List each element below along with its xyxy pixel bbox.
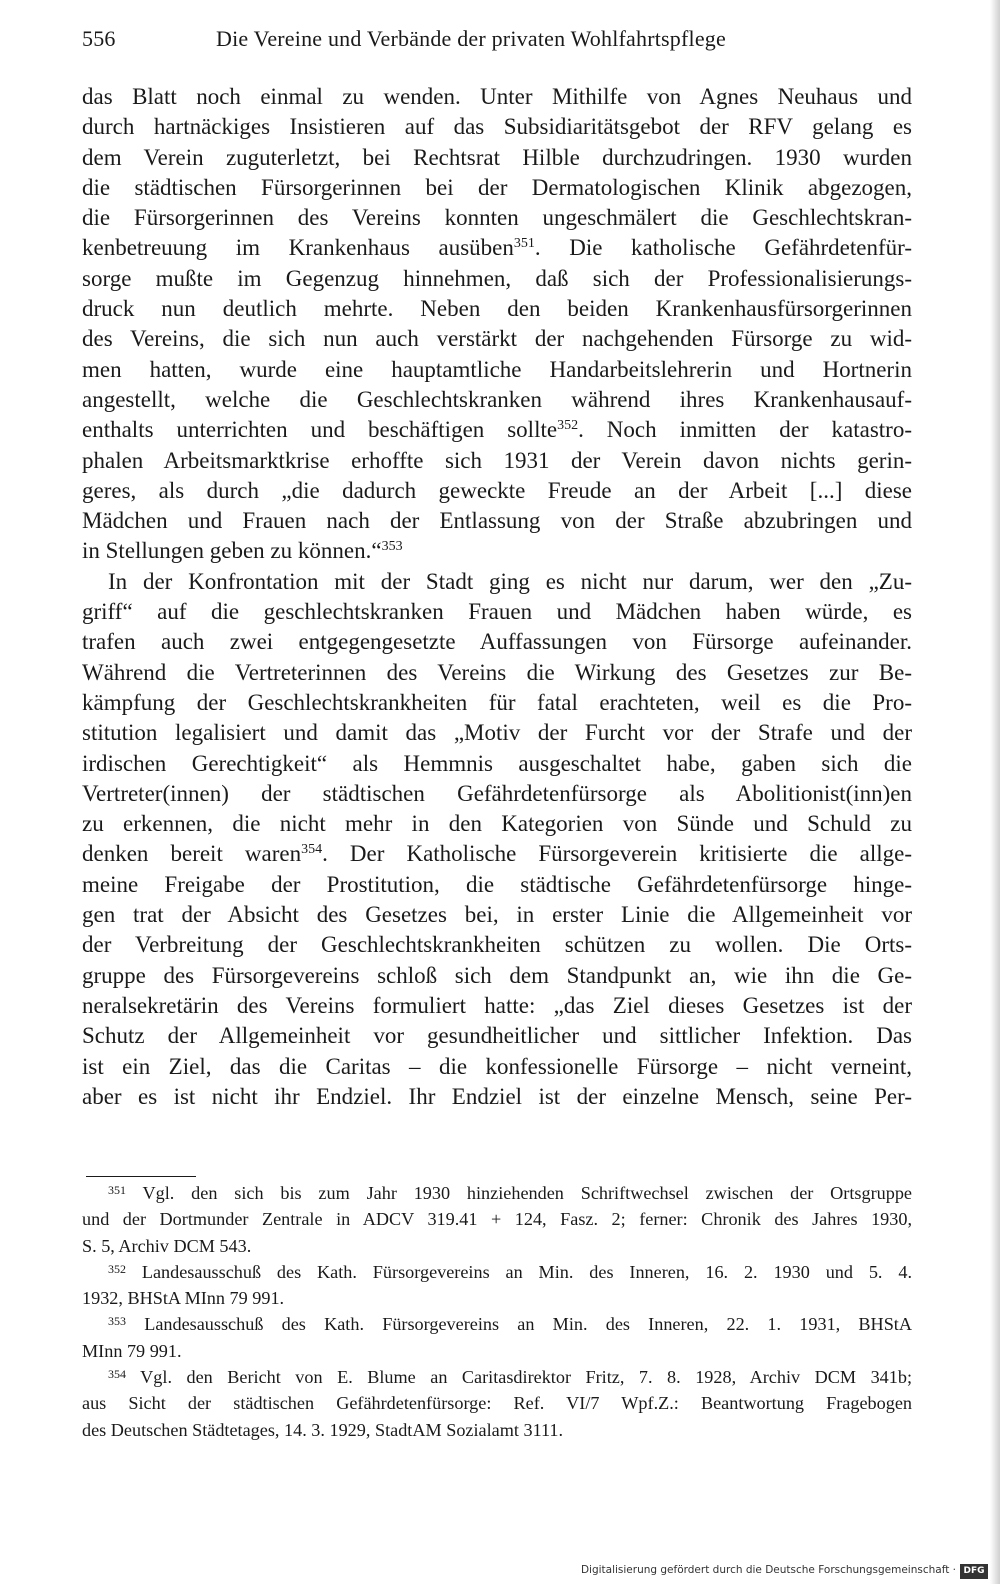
- text-line: [82, 839, 912, 869]
- text-line: [82, 597, 912, 627]
- text-line: [82, 82, 912, 112]
- body-text: [82, 82, 912, 1112]
- footnote-number: 354: [108, 1367, 126, 1382]
- footnote-reference: 354: [301, 842, 323, 858]
- page-edge-shadow: [990, 0, 1000, 1584]
- text-line-content: Schutz der Allgemeinheit vor gesundheitlicher und sittlicher Infektion. Das: [82, 1023, 912, 1049]
- text-line: [82, 355, 912, 385]
- text-line-content: die Fürsorgerinnen des Vereins konnten ungeschmälert die Geschlechtskran-: [82, 205, 912, 231]
- footnote-line: [82, 1311, 912, 1337]
- text-line-content: druck nun deutlich mehrte. Neben den beiden Krankenhausfürsorgerinnen: [82, 296, 912, 322]
- text-line: [82, 143, 912, 173]
- footnotes: [82, 1180, 912, 1443]
- text-line-content: dem Verein zuguterletzt, bei Rechtsrat Hilble durchzudringen. 1930 wurden: [82, 144, 912, 170]
- footnote-line: [82, 1417, 912, 1443]
- text-line-content: kenbetreuung im Krankenhaus ausüben: [82, 235, 514, 261]
- footnote-line: [82, 1364, 912, 1390]
- text-line-content: der Verbreitung der Geschlechtskrankheiten schützen zu wollen. Die Orts-: [82, 932, 912, 958]
- text-line-content: men hatten, wurde eine hauptamtliche Handarbeitslehrerin und Hortnerin: [82, 356, 912, 382]
- footnote-line: [82, 1206, 912, 1232]
- text-line-content: das Blatt noch einmal zu wenden. Unter Mithilfe von Agnes Neuhaus und: [82, 84, 912, 109]
- footnote-text: 1932, BHStA MInn 79 991.: [82, 1288, 285, 1309]
- text-line: [82, 415, 912, 445]
- text-line: [82, 1082, 912, 1112]
- text-line-content: stitution legalisiert und damit das „Motiv der Furcht vor der Strafe und der: [82, 720, 912, 746]
- text-line-content: Während die Vertreterinnen des Vereins die Wirkung des Gesetzes zur Be-: [82, 659, 912, 685]
- text-line-content: des Vereins, die sich nun auch verstärkt der nachgehenden Fürsorge zu wid-: [82, 326, 912, 352]
- footnote-line: [82, 1285, 912, 1311]
- text-line: [82, 1021, 912, 1051]
- text-line-content: durch hartnäckiges Insistieren auf das Subsidiaritätsgebot der RFV gelang es: [82, 114, 912, 140]
- footnote-text: S. 5, Archiv DCM 543.: [82, 1235, 252, 1256]
- text-line: [82, 961, 912, 991]
- text-line-content: griff“ auf die geschlechtskranken Frauen und Mädchen haben würde, es: [82, 599, 912, 625]
- text-line: [82, 718, 912, 748]
- footnote-text: Landesausschuß des Kath. Fürsorgevereins an Min. des Inneren, 22. 1. 1931, BHStA: [126, 1314, 912, 1335]
- text-line: [82, 173, 912, 203]
- text-line: [82, 476, 912, 506]
- text-line-content: in Stellungen geben zu können.“: [82, 538, 382, 564]
- text-line: [82, 1052, 912, 1082]
- footnote-line: [82, 1259, 912, 1285]
- text-line: [82, 385, 912, 415]
- running-title: Die Vereine und Verbände der privaten Wohlfahrtspflege: [216, 26, 726, 51]
- footnote-number: 353: [108, 1314, 126, 1329]
- text-line: [82, 870, 912, 900]
- footnote-text: Vgl. den Bericht von E. Blume an Caritasdirektor Fritz, 7. 8. 1928, Archiv DCM 341b;: [126, 1367, 912, 1388]
- text-line-content: gruppe des Fürsorgevereins schloß sich dem Standpunkt an, wie ihn die Ge-: [82, 962, 912, 988]
- text-line: [82, 900, 912, 930]
- text-line-content: phalen Arbeitsmarktkrise erhoffte sich 1931 der Verein davon nichts gerin-: [82, 447, 912, 473]
- text-line-content: angestellt, welche die Geschlechtskranken während ihres Krankenhausauf-: [82, 386, 912, 412]
- text-line-content: In der Konfrontation mit der Stadt ging es nicht nur darum, wer den „Zu-: [108, 568, 912, 594]
- text-line: [82, 567, 912, 597]
- text-line-content: irdischen Gerechtigkeit“ als Hemmnis ausgeschaltet habe, gaben sich die: [82, 750, 912, 776]
- text-line-content: enthalts unterrichten und beschäftigen sollte: [82, 417, 558, 443]
- running-header: [82, 26, 912, 60]
- text-line: [82, 294, 912, 324]
- text-line-content: die städtischen Fürsorgerinnen bei der Dermatologischen Klinik abgezogen,: [82, 174, 912, 200]
- footnote-line: [82, 1338, 912, 1364]
- text-line-content: neralsekretärin des Vereins formuliert hatte: „das Ziel dieses Gesetzes ist der: [82, 992, 912, 1018]
- footnote-line: [82, 1233, 912, 1259]
- dfg-logo: DFG: [960, 1564, 988, 1579]
- text-line: [82, 203, 912, 233]
- text-line-content: zu erkennen, die nicht mehr in den Kategorien von Sünde und Schuld zu: [82, 811, 912, 837]
- text-line-continuation: . Noch inmitten der katastro-: [578, 417, 912, 443]
- text-line: [82, 627, 912, 657]
- text-line: [82, 506, 912, 536]
- text-line: [82, 809, 912, 839]
- text-line-content: sorge mußte im Gegenzug hinnehmen, daß sich der Professionalisierungs-: [82, 265, 912, 291]
- text-line: [82, 658, 912, 688]
- footnote-number: 352: [108, 1261, 126, 1276]
- footnote-reference: 352: [557, 418, 579, 434]
- footnote-reference: 351: [513, 236, 535, 252]
- text-line: [82, 324, 912, 354]
- text-line-continuation: . Die katholische Gefährdetenfür-: [534, 235, 913, 261]
- footnote-separator: [86, 1176, 196, 1177]
- text-line-content: trafen auch zwei entgegengesetzte Auffassungen von Fürsorge aufeinander.: [82, 629, 912, 655]
- text-line-content: kämpfung der Geschlechtskrankheiten für fatal erachteten, weil es die Pro-: [82, 689, 912, 715]
- text-line: [82, 688, 912, 718]
- text-line: [82, 779, 912, 809]
- text-line: [82, 264, 912, 294]
- page-number: 556: [82, 26, 116, 51]
- text-line-content: denken bereit waren: [82, 841, 302, 867]
- text-line-continuation: . Der Katholische Fürsorgeverein kritisierte die allge-: [322, 841, 912, 867]
- text-line-content: ist ein Ziel, das die Caritas – die konfessionelle Fürsorge – nicht verneint,: [82, 1053, 912, 1079]
- text-line: [82, 112, 912, 142]
- text-line-content: aber es ist nicht ihr Endziel. Ihr Endziel ist der einzelne Mensch, seine Per-: [82, 1083, 912, 1109]
- text-line: [82, 536, 912, 566]
- text-line-content: meine Freigabe der Prostitution, die städtische Gefährdetenfürsorge hinge-: [82, 871, 912, 897]
- text-line: [82, 991, 912, 1021]
- footnote-number: 351: [108, 1183, 126, 1197]
- digitization-credit: Digitalisierung gefördert durch die Deutsche Forschungsgemeinschaft ·: [580, 1564, 956, 1576]
- footnote-line: [82, 1390, 912, 1416]
- text-line: [82, 446, 912, 476]
- text-line: [82, 749, 912, 779]
- footnote-line: [82, 1180, 912, 1206]
- footnote-text: MInn 79 991.: [82, 1340, 182, 1361]
- footnote-text: aus Sicht der städtischen Gefährdetenfürsorge: Ref. VI/7 Wpf.Z.: Beantwortung Fragebogen: [82, 1393, 912, 1414]
- footnote-text: und der Dortmunder Zentrale in ADCV 319.41 + 124, Fasz. 2; ferner: Chronik des Jahres 1930,: [82, 1209, 912, 1230]
- text-line-content: Vertreter(innen) der städtischen Gefährdetenfürsorge als Abolitionist(inn)en: [82, 780, 912, 806]
- text-line: [82, 930, 912, 960]
- footnote-text: Vgl. den sich bis zum Jahr 1930 hinziehenden Schriftwechsel zwischen der Ortsgruppe: [126, 1183, 912, 1203]
- text-line-content: geres, als durch „die dadurch geweckte Freude an der Arbeit [...] diese: [82, 477, 912, 503]
- footnote-reference: 353: [381, 539, 403, 555]
- text-line: [82, 233, 912, 263]
- text-line-content: Mädchen und Frauen nach der Entlassung von der Straße abzubringen und: [82, 508, 912, 534]
- footnote-text: Landesausschuß des Kath. Fürsorgevereins an Min. des Inneren, 16. 2. 1930 und 5. 4.: [126, 1261, 912, 1282]
- text-line-content: gen trat der Absicht des Gesetzes bei, in erster Linie die Allgemeinheit vor: [82, 902, 912, 928]
- footnote-text: des Deutschen Städtetages, 14. 3. 1929, StadtAM Sozialamt 3111.: [82, 1419, 564, 1440]
